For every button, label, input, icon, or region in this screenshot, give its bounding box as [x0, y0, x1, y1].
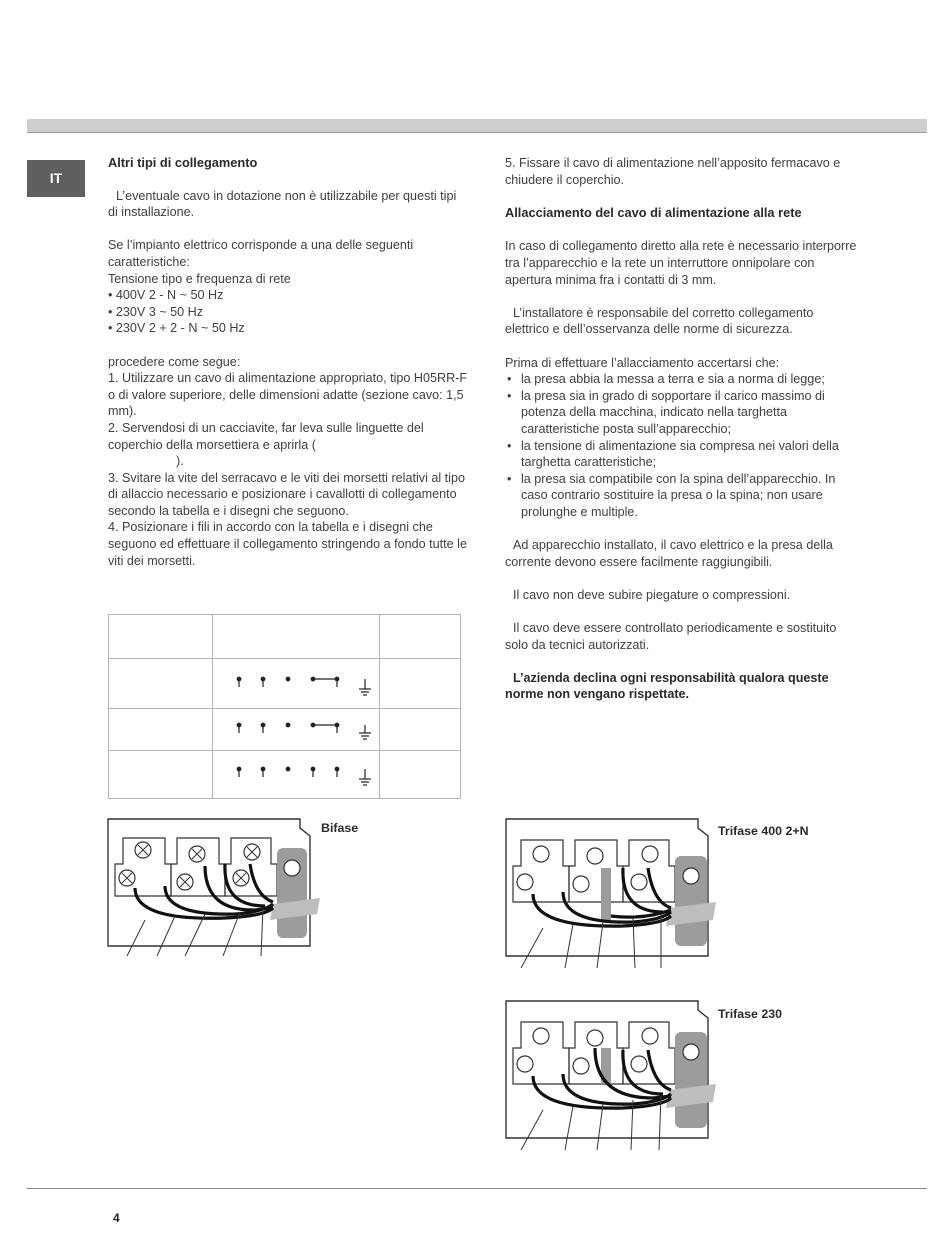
voltage-item: • 230V 2 + 2 - N ~ 50 Hz	[108, 321, 245, 336]
terminal-block-cell	[213, 659, 380, 709]
paragraph: In caso di collegamento diretto alla rete è necessario interporre tra l’apparecchio e la rete un interruttore onnipolare con apertura minima fra i contatti di 3 mm.	[505, 239, 857, 287]
check-item: • la presa abbia la messa a terra e sia a norma di legge;	[505, 371, 860, 388]
paragraph: procedere come segue:	[108, 354, 241, 369]
diagram-label: Trifase 230	[718, 1007, 783, 1021]
diagram-label: Trifase 400 2+N	[718, 824, 809, 838]
terminal-layout-icon	[213, 709, 379, 745]
paragraph: Il cavo non deve subire piegature o compressioni.	[513, 587, 791, 602]
table-row	[109, 709, 461, 751]
terminal-block-cell	[213, 751, 380, 799]
table-row	[109, 659, 461, 709]
table-cell	[380, 615, 461, 659]
table-cell	[380, 659, 461, 709]
step: 1. Utilizzare un cavo di alimentazione appropriato, tipo H05RR-F o di valore superiore, delle dimensioni adatte (sezione cavo: 1,5 mm).	[108, 371, 468, 419]
paragraph: Prima di effettuare l’allacciamento accertarsi che:	[505, 355, 780, 370]
left-column	[108, 155, 468, 569]
check-item: • la presa sia in grado di sopportare il carico massimo di potenza della macchina, indicato nella targhetta caratteristiche posta sull’apparecchio;	[505, 388, 860, 438]
paragraph: Tensione tipo e frequenza di rete	[108, 271, 291, 286]
terminal-block-diagram	[503, 816, 723, 971]
language-tab: IT	[27, 160, 85, 197]
footer-divider	[27, 1188, 927, 1189]
diagram-label: Bifase	[321, 821, 359, 835]
step: 3. Svitare la vite del serracavo e le viti dei morsetti relativi al tipo di allaccio necessario e posizionare i cavallotti di collegamento secondo la tabella e i disegni che seguono.	[108, 470, 465, 518]
right-column	[505, 155, 860, 703]
section-heading: Altri tipi di collegamento	[108, 155, 258, 170]
paragraph: Il cavo deve essere controllato periodicamente e sostituito solo da tecnici autorizzati.	[505, 621, 837, 652]
voltage-item: • 230V 3 ~ 50 Hz	[108, 304, 204, 319]
terminal-block-cell	[213, 709, 380, 751]
connection-table	[108, 614, 461, 799]
table-cell	[213, 615, 380, 659]
table-cell	[109, 709, 213, 751]
terminal-layout-icon	[213, 659, 379, 703]
table-cell	[109, 615, 213, 659]
paragraph: L’eventuale cavo in dotazione non è utilizzabile per questi tipi di installazione.	[108, 188, 457, 220]
step: ).	[176, 454, 184, 469]
warning-note: L’azienda declina ogni responsabilità qualora queste norme non vengano rispettate.	[505, 670, 829, 702]
table-cell	[109, 751, 213, 799]
terminal-layout-icon	[213, 751, 379, 793]
step: 4. Posizionare i fili in accordo con la tabella e i disegni che seguono ed effettuare il collegamento stringendo a fondo tutte le viti dei morsetti.	[108, 520, 467, 568]
step: 2. Servendosi di un cacciavite, far leva sulle linguette del coperchio della morsettiera e aprirla (	[108, 420, 424, 452]
table-cell	[380, 751, 461, 799]
paragraph: Se l’impianto elettrico corrisponde a una delle seguenti caratteristiche:	[108, 238, 414, 269]
terminal-block-diagram	[105, 816, 325, 961]
paragraph: L’installatore è responsabile del corretto collegamento elettrico e dell’osservanza delle norme di sicurezza.	[505, 305, 814, 337]
section-heading: Allacciamento del cavo di alimentazione alla rete	[505, 205, 802, 221]
table-cell	[380, 709, 461, 751]
voltage-item: • 400V 2 - N ~ 50 Hz	[108, 288, 224, 303]
table-cell	[109, 659, 213, 709]
table-row	[109, 615, 461, 659]
header-bar	[27, 119, 927, 133]
check-item: • la tensione di alimentazione sia compresa nei valori della targhetta caratteristiche;	[505, 438, 860, 471]
paragraph: Ad apparecchio installato, il cavo elettrico e la presa della corrente devono essere facilmente raggiungibili.	[505, 538, 833, 569]
page-number: 4	[113, 1211, 120, 1225]
check-item: • la presa sia compatibile con la spina dell’apparecchio. In caso contrario sostituire la presa o la spina; non usare prolunghe e multiple.	[505, 471, 860, 521]
terminal-block-diagram	[503, 998, 723, 1153]
step: 5. Fissare il cavo di alimentazione nell’apposito fermacavo e chiudere il coperchio.	[505, 156, 841, 187]
table-row	[109, 751, 461, 799]
